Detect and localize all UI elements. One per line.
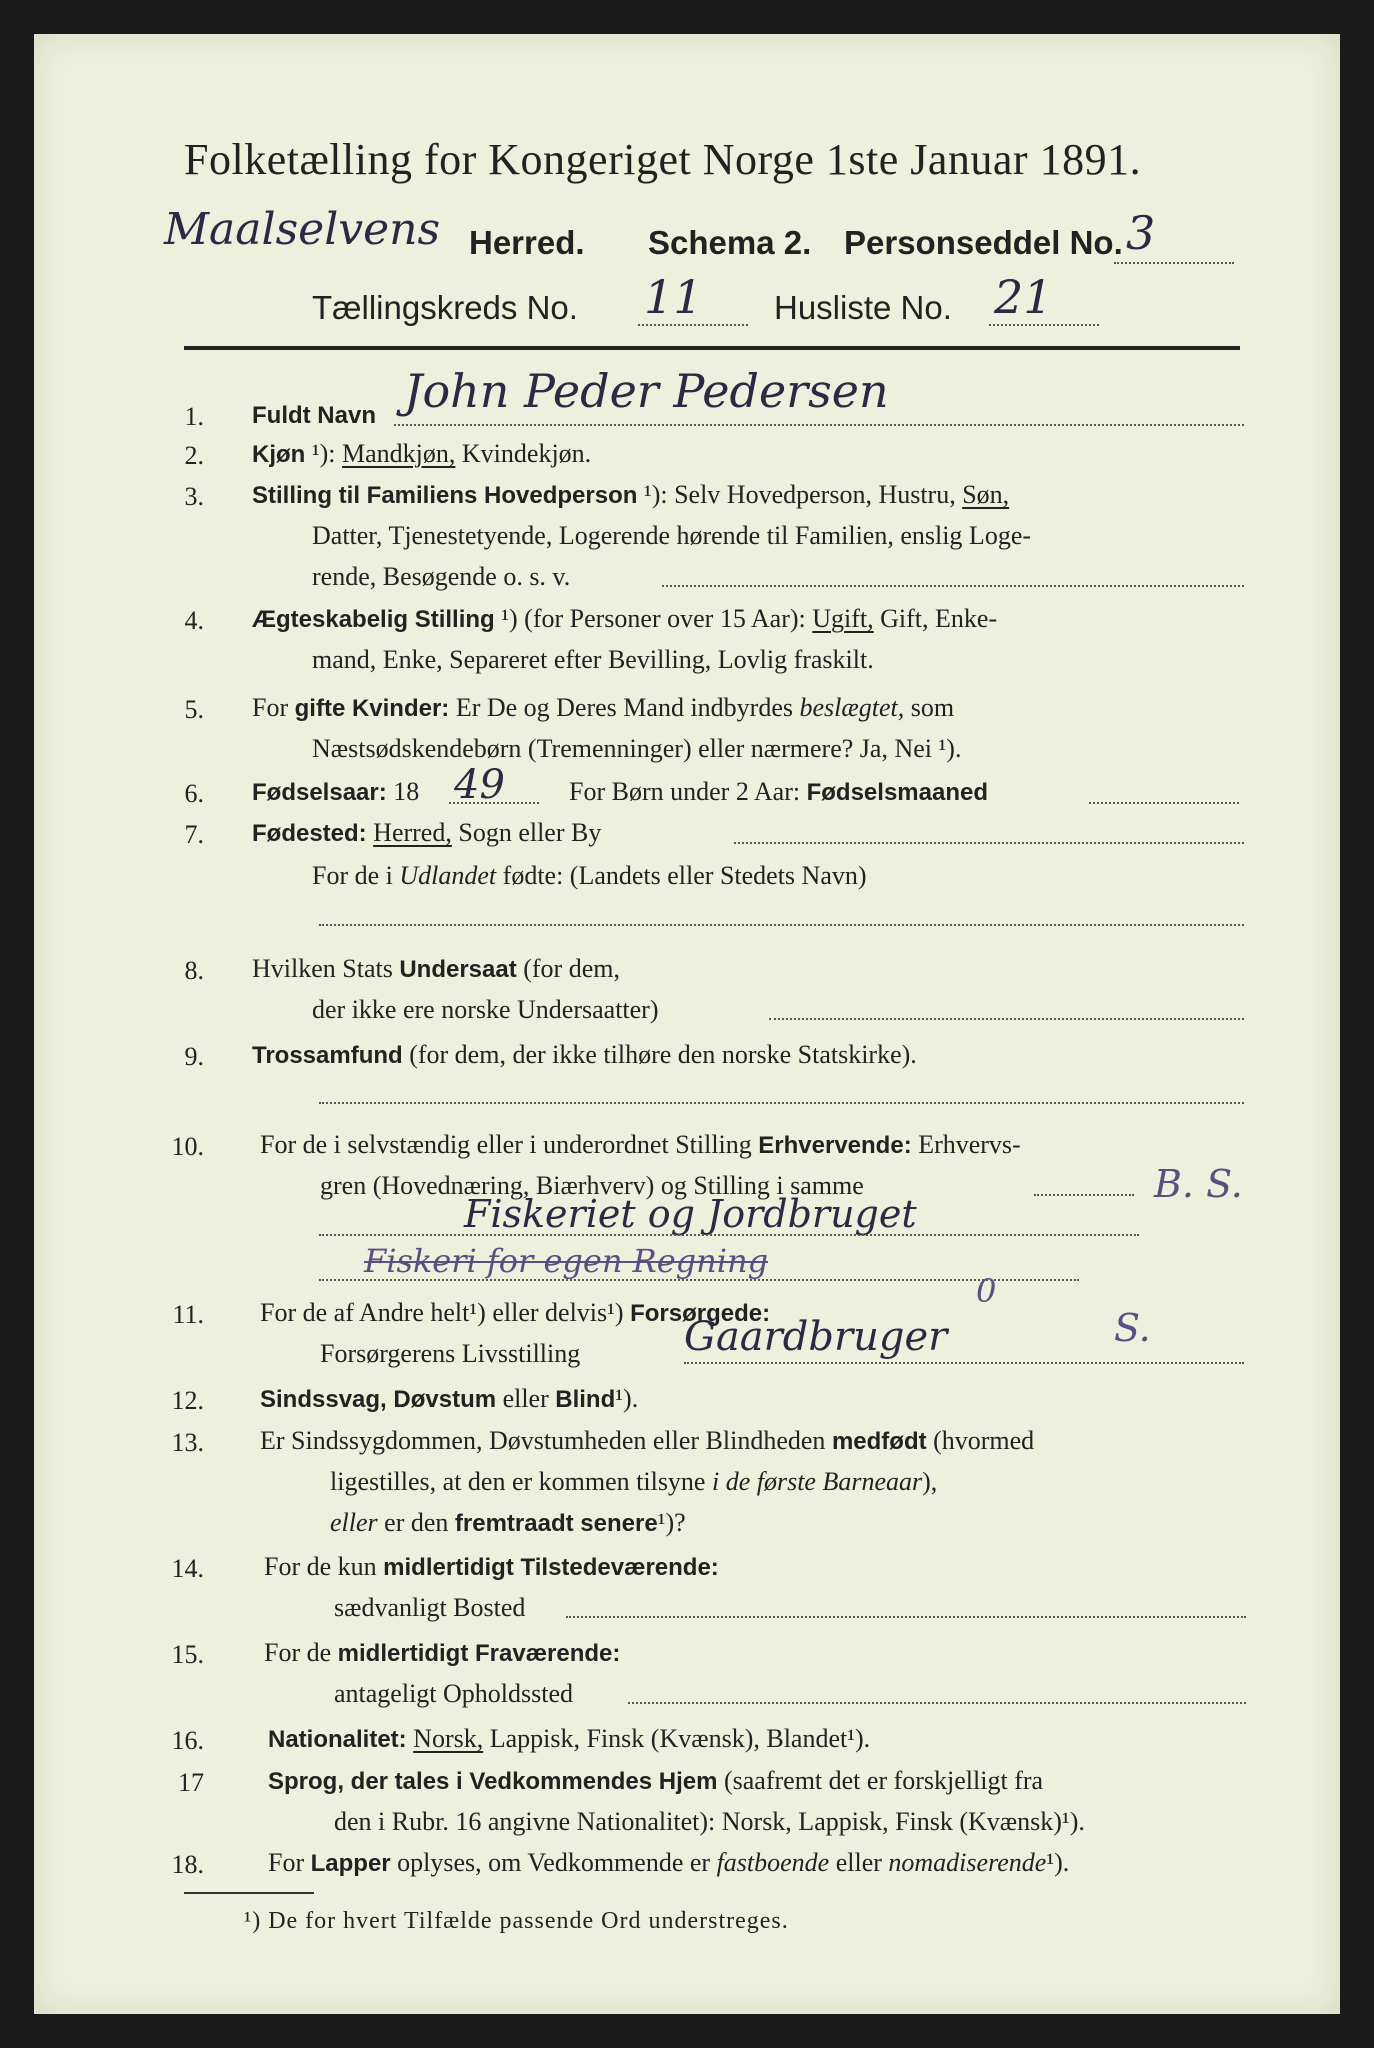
q14-line2: sædvanligt Bosted [334, 1593, 526, 1622]
q13-label: medfødt [831, 1428, 927, 1455]
husliste-label: Husliste No. [774, 289, 952, 326]
q10-value-1: Fiskeriet og Jordbruget [464, 1192, 917, 1236]
form-title: Folketælling for Kongeriget Norge 1ste Januar 1891. [184, 135, 1142, 184]
q4-options: Gift, Enke- [880, 604, 998, 633]
q17-label: Sprog, der tales i Vedkommendes Hjem [268, 1768, 718, 1795]
q8-condition: (for dem, [523, 954, 620, 983]
q13-line2-italic: i de første Barneaar [711, 1467, 923, 1496]
q7-abroad-dots [319, 924, 1244, 926]
q6-dots [449, 802, 539, 804]
item-number-8: 8. [184, 956, 204, 985]
q11-line2: Forsørgerens Livsstilling [320, 1339, 581, 1368]
q10-label: Erhvervende: [758, 1132, 912, 1159]
herred-handwritten: Maalselvens [164, 204, 441, 255]
q17-line2: den i Rubr. 16 angivne Nationalitet): Norsk, Lappisk, Finsk (Kvænsk)¹). [334, 1807, 1085, 1836]
footnote-rule [184, 1892, 314, 1894]
q8-prefix: Hvilken Stats [252, 954, 393, 983]
q5-italic: beslægtet, [799, 693, 905, 722]
q9-condition: (for dem, der ikke tilhøre den norske Statskirke). [409, 1040, 917, 1069]
q13-prefix: Er Sindssygdommen, Døvstumheden eller Blindheden [260, 1426, 826, 1455]
husliste-dots [989, 324, 1099, 326]
q10-dots-2 [319, 1234, 1139, 1236]
kreds-number: 11 [644, 270, 703, 324]
q18-italic-2: nomadiserende [888, 1848, 1047, 1877]
q6-month-dots [1089, 802, 1239, 804]
item-number-17: 17 [178, 1768, 204, 1797]
q7-line2-b: fødte: (Landets eller Stedets Navn) [502, 861, 867, 890]
q5-label: gifte Kvinder: [294, 695, 450, 722]
item-number-7: 7. [184, 820, 204, 849]
q12-label: Sindssvag, Døvstum [260, 1386, 497, 1413]
q9-label: Trossamfund [252, 1042, 403, 1069]
q15-line2: antageligt Opholdssted [334, 1679, 574, 1708]
q3-label: Stilling til Familiens Hovedperson [252, 482, 638, 509]
personseddel-dots [1114, 262, 1234, 264]
q2-option: Kvindekjøn. [461, 439, 592, 468]
q10-suffix: Erhvervs- [918, 1130, 1021, 1159]
q2-label: Kjøn [252, 441, 306, 468]
herred-label: Herred. [469, 224, 585, 261]
q2-option-selected: Mandkjøn, [342, 439, 456, 468]
q3-line3: rende, Besøgende o. s. v. [312, 562, 571, 591]
q15-dots [628, 1702, 1246, 1704]
q11-mark-2: S. [1114, 1306, 1151, 1350]
item-number-16: 16. [171, 1726, 204, 1755]
q3-options: ¹): Selv Hovedperson, Hustru, [643, 480, 956, 509]
q5-line2: Næstsødskendebørn (Tremenninger) eller nærmere? Ja, Nei ¹). [312, 734, 962, 763]
q8-label: Undersaat [399, 956, 517, 983]
personseddel-label: Personseddel No. [844, 224, 1123, 261]
footnote: ¹) De for hvert Tilfælde passende Ord understreges. [244, 1908, 789, 1934]
q12-or: eller [502, 1384, 549, 1413]
q10-value-2: Fiskeri for egen Regning [364, 1242, 769, 1280]
item-number-10: 10. [171, 1132, 204, 1161]
q18-footnote: ¹). [1046, 1848, 1070, 1877]
item-number-13: 13. [171, 1428, 204, 1457]
husliste-number: 21 [994, 270, 1053, 324]
q12-label2: Blind [555, 1386, 616, 1413]
item-number-12: 12. [171, 1386, 204, 1415]
item-number-11: 11. [172, 1300, 204, 1329]
q1-dots [394, 424, 1244, 426]
q11-dots [684, 1362, 1244, 1364]
item-number-18: 18. [171, 1850, 204, 1879]
q5-prefix: For [252, 693, 289, 722]
q2-footnote: ¹): [311, 439, 336, 468]
personseddel-number: 3 [1126, 206, 1156, 260]
q18-or: eller [835, 1848, 882, 1877]
q14-prefix: For de kun [264, 1552, 377, 1581]
item-number-9: 9. [184, 1042, 204, 1071]
q14-label: midlertidigt Tilstedeværende: [383, 1554, 719, 1581]
q7-option-selected: Herred, [373, 818, 452, 847]
q11-mark: 0 [976, 1272, 997, 1310]
q18-question: oplyses, om Vedkommende er [397, 1848, 711, 1877]
q15-prefix: For de [264, 1638, 332, 1667]
item-number-1: 1. [184, 402, 204, 431]
q16-label: Nationalitet: [268, 1726, 407, 1753]
q13-line2-a: ligestilles, at den er kommen tilsyne [330, 1467, 706, 1496]
kreds-dots [638, 324, 748, 326]
q7-label: Fødested: [252, 820, 367, 847]
q10-line2: gren (Hovednæring, Biærhverv) og Stilling i samme [320, 1171, 864, 1200]
q7-line2-a: For de i [312, 861, 393, 890]
item-number-14: 14. [171, 1554, 204, 1583]
q4-line2: mand, Enke, Separeret efter Bevilling, Lovlig fraskilt. [312, 645, 874, 674]
q10-dots-1 [1034, 1194, 1134, 1196]
q7-dots [734, 842, 1244, 844]
q18-label: Lapper [310, 1850, 391, 1877]
q14-dots [566, 1616, 1246, 1618]
q3-line2: Datter, Tjenestetyende, Logerende hørende til Familien, enslig Loge- [312, 521, 1032, 550]
item-number-3: 3. [184, 482, 204, 511]
header-rule [184, 346, 1240, 350]
q11-value: Gaardbruger [684, 1314, 948, 1360]
q3-option-selected: Søn, [962, 480, 1010, 509]
q1-value: John Peder Pedersen [404, 364, 889, 418]
q4-option-selected: Ugift, [812, 604, 874, 633]
q6-label: Fødselsaar: [252, 779, 387, 806]
q1-label: Fuldt Navn [252, 402, 376, 429]
item-number-2: 2. [184, 441, 204, 470]
q5-suffix: som [910, 693, 955, 722]
q13-suffix: (hvormed [933, 1426, 1035, 1455]
item-number-15: 15. [171, 1640, 204, 1669]
q7-line2-italic: Udlandet [399, 861, 497, 890]
q12-footnote: ¹). [615, 1384, 639, 1413]
q18-italic-1: fastboende [716, 1848, 830, 1877]
q6-prefix: 18 [393, 777, 420, 806]
item-number-6: 6. [184, 779, 204, 808]
q15-label: midlertidigt Fraværende: [337, 1640, 621, 1667]
q11-prefix: For de af Andre helt¹) eller delvis¹) [260, 1298, 624, 1327]
q10-dots-3 [319, 1279, 1079, 1281]
q18-prefix: For [268, 1848, 305, 1877]
q6-children: For Børn under 2 Aar: [569, 777, 801, 806]
q8-line2: der ikke ere norske Undersaatter) [312, 995, 659, 1024]
q13-line3-label: fremtraadt senere [454, 1510, 658, 1537]
q10-mark-1: B. S. [1154, 1162, 1243, 1206]
q13-line3-a: er den [384, 1508, 449, 1537]
q8-dots [769, 1018, 1244, 1020]
census-form-sheet: Folketælling for Kongeriget Norge 1ste Januar 1891. Maalselvens Herred. Schema 2. Personseddel No. 3 Tællingskreds No. 11 Husliste No. 21 1. Fuldt Navn John Peder Pedersen 2. Kjøn ¹): Mandkjøn, Kvindekjøn. 3. Stilling til Familiens Hovedperson ¹): Selv Hovedperson, Hustru, Søn, Datter, Tjenestetyende, Logerende hørende til Familien, enslig Loge- rende, Besøgende o. s. v. 4. Ægteskabelig Stilling ¹) (for Personer over 15 Aar): Ugift, Gift, Enke- mand, Enke, Separeret efter Bevilling, Lovlig fraskilt. 5. For gifte Kvinder: Er De og Deres Mand indbyrdes beslægtet, som Næstsødskendebørn (Tremenninger) eller nærmere? Ja, Nei ¹). 6. Fødselsaar: 18 49 For Børn under 2 Aar: Fødselsmaaned 7. Fødested: Herred, Sogn eller By For de i Udlandet fødte: (Landets eller Stedets Navn) 8. Hvilken Stats Undersaat (for dem, der ikke ere norske Undersaatter) 9. Trossamfund (for dem, der ikke tilhøre den norske Statskirke). 10. For de i selvstændig eller i underordnet Stilling Erhvervende: Erhvervs- gren (Hovednæring, Biærhverv) og Stilling i samme Fiskeriet og Jordbruget B. S. Fiskeri for egen Regning 11. For de af Andre helt¹) eller delvis¹) Forsørgede: 0 Forsørgerens Livsstilling Gaardbruger S. 12. Sindssvag, Døvstum eller Blind¹). 13. Er Sindssygdommen, Døvstumheden eller Blindheden medfødt (hvormed ligestilles, at den er kommen tilsyne i de første Barneaar), eller er den fremtraadt senere¹)? 14. For de kun midlertidigt Tilstedeværende: sædvanligt Bosted 15. For de midlertidigt Fraværende: antageligt Opholdssted 16. Nationalitet: Norsk, Lappisk, Finsk (Kvænsk), Blandet¹). 17 Sprog, der tales i Vedkommendes Hjem (saafremt det er forskjelligt fra den i Rubr. 16 angivne Nationalitet): Norsk, Lappisk, Finsk (Kvænsk)¹). 18. For Lapper oplyses, om Vedkommende er fastboende eller nomadiserende¹). ¹) De for hvert Tilfælde passende Ord understreges. [34, 34, 1340, 2014]
q4-condition: ¹) (for Personer over 15 Aar): [501, 604, 806, 633]
q10-prefix: For de i selvstændig eller i underordnet Stilling [260, 1130, 752, 1159]
q16-options: Lappisk, Finsk (Kvænsk), Blandet¹). [489, 1724, 871, 1753]
item-number-5: 5. [184, 695, 204, 724]
q9-dots [319, 1102, 1244, 1104]
q6-label2: Fødselsmaaned [806, 779, 988, 806]
q4-label: Ægteskabelig Stilling [252, 606, 495, 633]
q13-line3-footnote: ¹)? [657, 1508, 686, 1537]
kreds-label: Tællingskreds No. [312, 289, 578, 326]
q13-line3-italic: eller [330, 1508, 378, 1537]
q5-question: Er De og Deres Mand indbyrdes [455, 693, 793, 722]
q7-options: Sogn eller By [458, 818, 602, 847]
q11-label: Forsørgede: [630, 1300, 771, 1327]
schema-label: Schema 2. [648, 224, 812, 261]
item-number-4: 4. [184, 606, 204, 635]
q16-option-selected: Norsk, [413, 1724, 484, 1753]
q17-condition: (saafremt det er forskjelligt fra [723, 1766, 1044, 1795]
q6-value: 49 [454, 762, 505, 808]
q3-dots [662, 585, 1244, 587]
